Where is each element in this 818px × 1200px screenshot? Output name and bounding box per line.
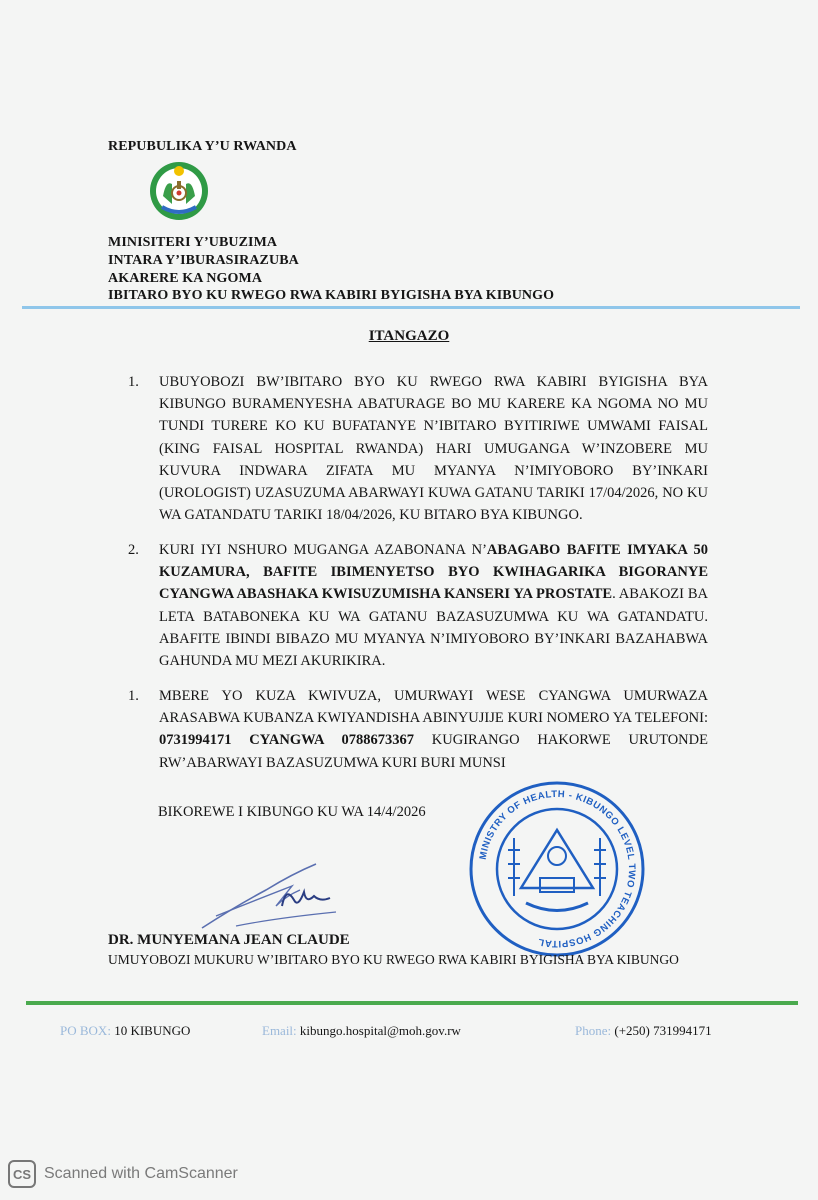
item-number: 1. [128,374,139,390]
phone-connector: CYANGWA [231,732,342,749]
footer-phone [575,1023,712,1039]
republic-heading: REPUBULIKA Y’U RWANDA [108,139,297,154]
item-text-plain: MBERE YO KUZA KWIVUZA, UMURWAYI WESE CYANGWA UMURWAZA ARASABWA KUBANZA KWIYANDISHA ABINYUJIJE KURI NOMERO YA TELEFONI: [159,688,708,727]
po-box-value: 10 KIBUNGO [114,1023,191,1038]
ministry-heading: MINISITERI Y’UBUZIMA [108,235,278,250]
item-text [159,685,708,774]
header-divider [22,306,800,309]
item-text-emphasis: ABAGABO BAFITE IMYAKA 50 KUZAMURA, BAFITE IBIMENYETSO BYO KWIHAGARIKA BIGORANYE CYANGWA ABASHAKA KWISUZUMISHA KANSERI YA PROSTATE [159,542,708,603]
item-text-plain-end: . ABAKOZI BA LETA BATABONEKA KU WA GATANU BAZASUZUMWA KU WA GATANDATU. ABAFITE IBINDI BIBAZO MU MYANYA N’IMIYOBORO BY’INKARI BAZAHABWA GAHUNDA MU MEZI AKURIKIRA. [159,586,708,670]
footer-email [262,1023,461,1039]
phone-number-1: 0731994171 [159,732,232,749]
hospital-heading: IBITARO BYO KU RWEGO RWA KABIRI BYIGISHA BYA KIBUNGO [108,288,555,303]
watermark-text: Scanned with CamScanner [44,1165,238,1182]
camscanner-watermark [8,1160,238,1188]
item-text-plain: KURI IYI NSHURO MUGANGA AZABONANA N’ [159,542,487,558]
item-text: UBUYOBOZI BW’IBITARO BYO KU RWEGO RWA KABIRI BYIGISHA BYA KIBUNGO BURAMENYESHA ABATURAGE BO MU KARERE KA NGOMA NO MU TUNDI TURERE KO KU BUFATANYE N’IBITARO BYITIRIWE UMWAMI FAISAL (KING FAISAL HOSPITAL RWANDA) HARI UMUGANGA W’INZOBERE MU KUVURA INDWARA ZIFATA MU MYANYA N’IMIYOBORO BY’INKARI (UROLOGIST) UZASUZUMA ABARWAYI KUWA GATANU TARIKI 17/04/2026, NO KU WA GATANDATU TARIKI 18/04/2026, KU BITARO BYA KIBUNGO. [159,374,708,524]
signer-name: DR. MUNYEMANA JEAN CLAUDE [108,932,350,948]
item-text-plain-end: KUGIRANGO HAKORWE URUTONDE RW’ABARWAYI BAZASUZUMWA KURI BURI MUNSI [159,732,708,771]
announcement-title: ITANGAZO [368,328,450,344]
phone-label: Phone: [575,1023,612,1038]
email-label: Email: [262,1023,297,1038]
item-number: 2. [128,542,139,558]
email-value: kibungo.hospital@moh.gov.rw [299,1023,461,1038]
camscanner-logo-icon: CS [8,1160,36,1188]
signer-title: UMUYOBOZI MUKURU W’IBITARO BYO KU RWEGO RWA KABIRI BYIGISHA BYA KIBUNGO [108,952,679,967]
stamp-text: MINISTRY OF HEALTH - KIBUNGO LEVEL TWO TEACHING HOSPITAL [477,788,638,950]
rwanda-coat-of-arms-icon [148,160,210,222]
item-number: 1. [128,688,139,704]
signature [196,856,346,936]
svg-text:MINISTRY OF HEALTH - KIBUNGO L [478,789,638,949]
announcement-item-1 [128,371,708,526]
footer-divider [26,1001,798,1005]
announcement-item-3 [128,685,708,774]
date-line: BIKOREWE I KIBUNGO KU WA 14/4/2026 [158,804,426,820]
footer-po-box [60,1023,190,1039]
hospital-stamp [466,778,648,960]
province-heading: INTARA Y’IBURASIRAZUBA [108,253,299,268]
phone-number-2: 0788673367 [341,732,414,749]
po-box-label: PO BOX: [60,1023,111,1038]
district-heading: AKARERE KA NGOMA [108,271,263,286]
phone-value: (+250) 731994171 [614,1023,712,1038]
announcement-item-2 [128,539,708,672]
item-text [159,539,708,672]
